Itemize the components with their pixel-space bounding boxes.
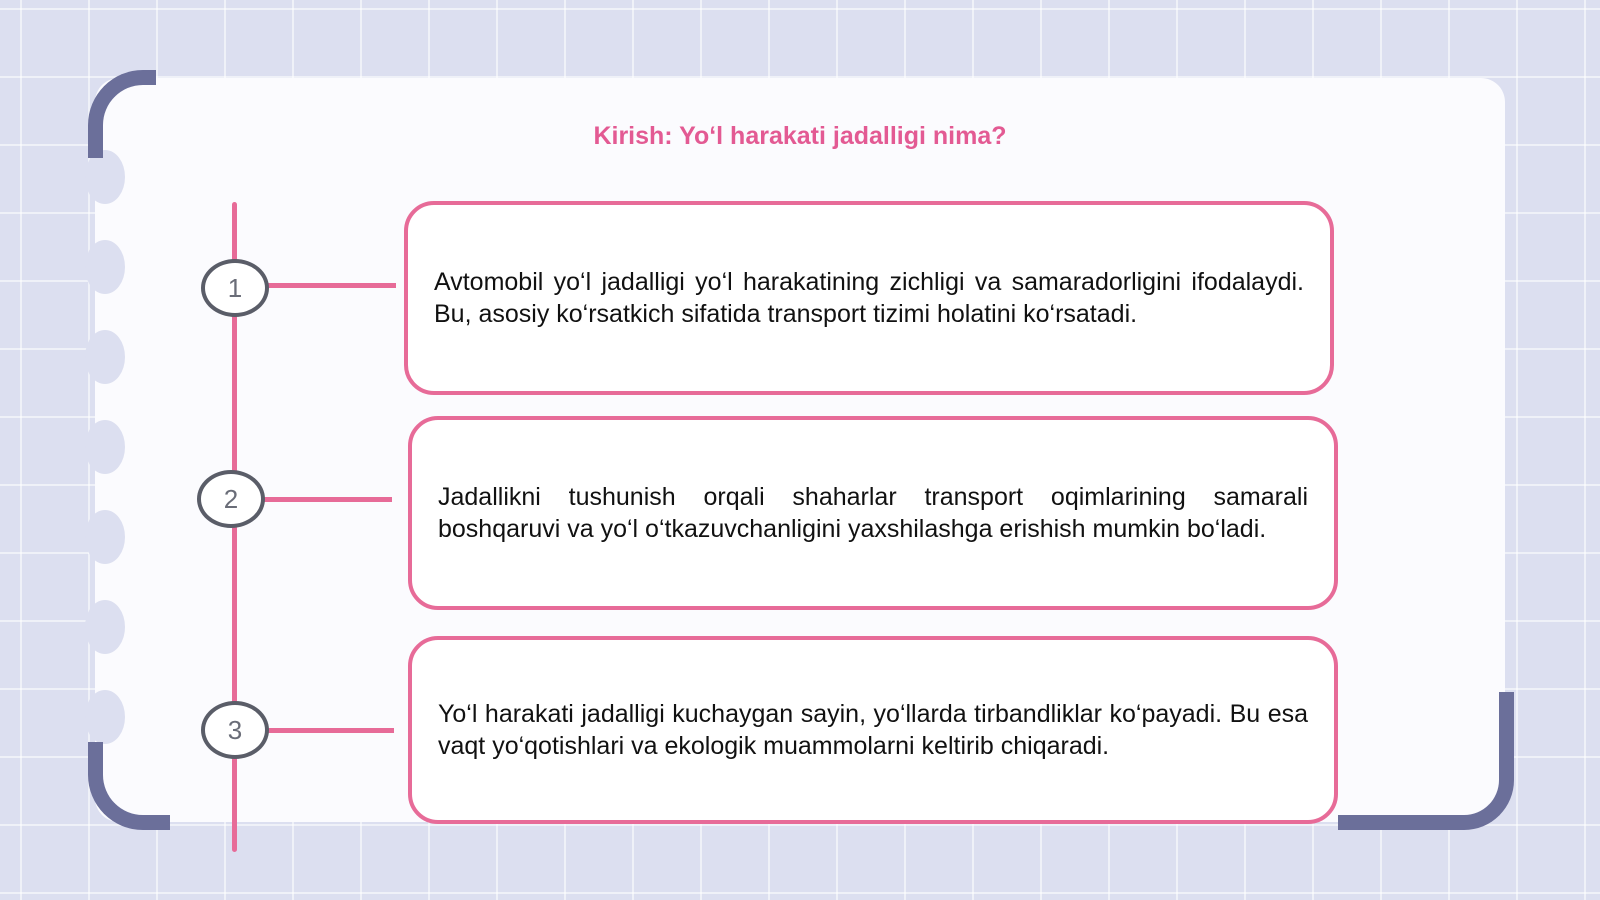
- paper-notch: [85, 690, 125, 744]
- slide-title: Kirish: Yo‘l harakati jadalligi nima?: [593, 122, 1007, 150]
- step-connector: [266, 728, 394, 733]
- step-text-1: Avtomobil yo‘l jadalligi yo‘l harakatining zichligi va samaradorligini ifodalaydi. Bu, asosiy ko‘rsatkich sifatida transport tizimi holatini ko‘rsatadi.: [434, 268, 1304, 328]
- paper-notch: [85, 600, 125, 654]
- step-number-1: 1: [201, 259, 269, 317]
- step-text-3: Yo‘l harakati jadalligi kuchaygan sayin, yo‘llarda tirbandliklar ko‘payadi. Bu esa vaqt yo‘qotishlari va ekologik muammolarni keltirib chiqaradi.: [438, 700, 1308, 760]
- step-number-3: 3: [201, 701, 269, 759]
- step-card-3: [408, 636, 1338, 824]
- paper-notch: [85, 150, 125, 204]
- paper-notch: [85, 240, 125, 294]
- step-text-2: Jadallikni tushunish orqali shaharlar transport oqimlarining samarali boshqaruvi va yo‘l o‘tkazuvchanligini yaxshilashga erishish mumkin bo‘ladi.: [438, 483, 1308, 543]
- step-connector: [266, 283, 396, 288]
- paper-notch: [85, 510, 125, 564]
- step-number-2: 2: [197, 470, 265, 528]
- corner-bracket-bottom-right: [1338, 692, 1514, 830]
- paper-notch: [85, 330, 125, 384]
- step-card-2: [408, 416, 1338, 610]
- step-connector: [262, 497, 392, 502]
- step-card-1: [404, 201, 1334, 395]
- corner-bracket-bottom-left: [88, 742, 170, 830]
- paper-notch: [85, 420, 125, 474]
